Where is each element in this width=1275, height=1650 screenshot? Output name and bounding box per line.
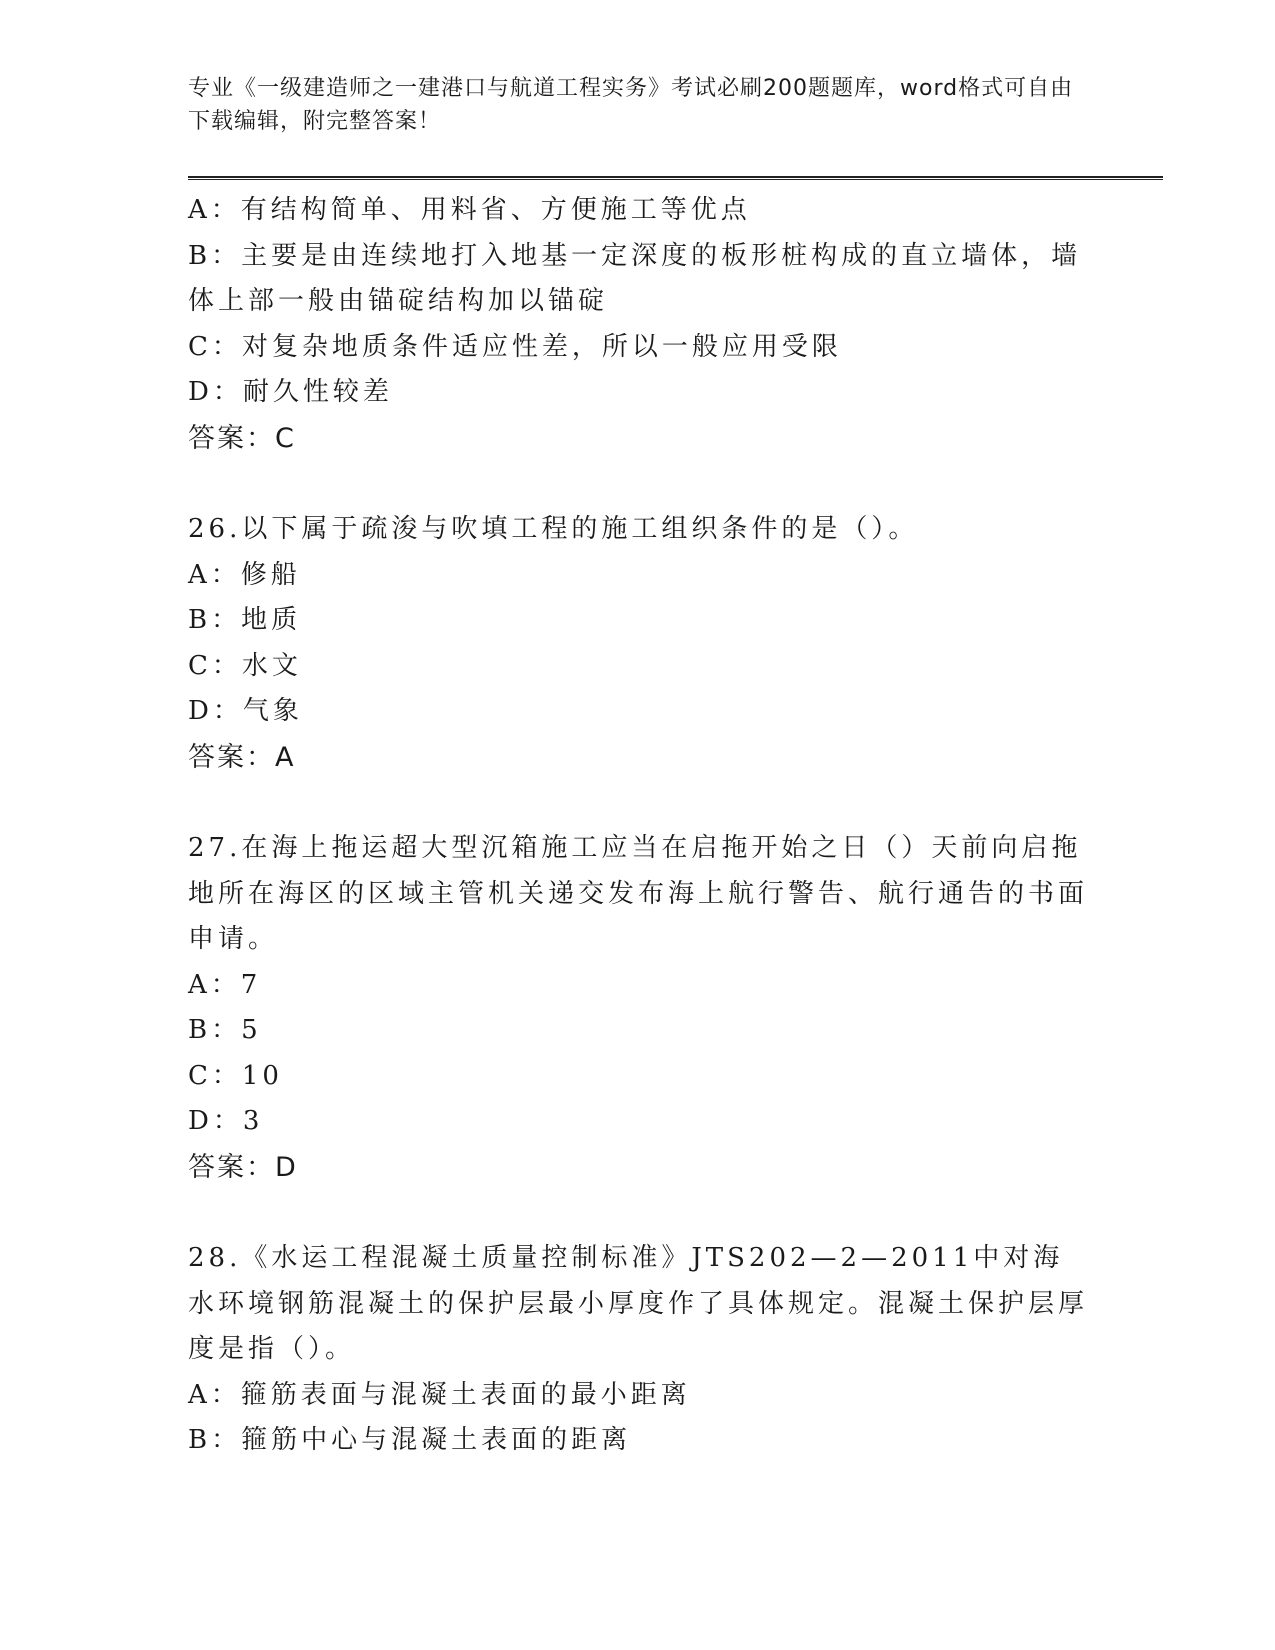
option-c: C：10 [188, 1060, 283, 1091]
option-b: B：5 [188, 1015, 262, 1045]
option-a: A：7 [188, 969, 262, 1000]
option-b: B：地质 [188, 605, 302, 635]
option-b: B：主要是由连续地打入地基一定深度的板形桩构成的直立墙体，墙体上部一般由锚碇结构加以锚碇 [188, 240, 1082, 316]
question-text: 27.在海上拖运超大型沉箱施工应当在启拖开始之日（）天前向启拖地所在海区的区域主管机关递交发布海上航行警告、航行通告的书面申请。 [188, 833, 1089, 954]
option-d: D：3 [188, 1106, 264, 1136]
question-text: 26.以下属于疏浚与吹填工程的施工组织条件的是（）。 [188, 514, 919, 544]
header-divider [188, 176, 1163, 180]
option-d: D：耐久性较差 [188, 377, 393, 407]
question-block [188, 507, 1088, 780]
option-b: B：箍筋中心与混凝土表面的距离 [188, 1425, 632, 1455]
option-a: A：修船 [188, 559, 301, 590]
question-block [188, 188, 1088, 461]
option-d: D：气象 [188, 696, 303, 726]
option-c: C：对复杂地质条件适应性差，所以一般应用受限 [188, 331, 842, 362]
question-text: 28.《水运工程混凝土质量控制标准》JTS202—2—2011中对海水环境钢筋混凝土的保护层最小厚度作了具体规定。混凝土保护层厚度是指（）。 [188, 1243, 1089, 1364]
answer-line: 答案：C [188, 422, 296, 454]
answer-line: 答案：A [188, 741, 296, 773]
question-list [188, 188, 1088, 1464]
option-c: C：水文 [188, 650, 302, 681]
answer-line: 答案：D [188, 1151, 298, 1183]
page-header: 专业《一级建造师之一建港口与航道工程实务》考试必刷200题题库，word格式可自由下载编辑，附完整答案！ [188, 76, 1074, 134]
option-a: A：箍筋表面与混凝土表面的最小距离 [188, 1379, 691, 1410]
option-a: A：有结构简单、用料省、方便施工等优点 [188, 195, 751, 225]
question-block [188, 826, 1088, 1190]
question-block [188, 1236, 1088, 1464]
